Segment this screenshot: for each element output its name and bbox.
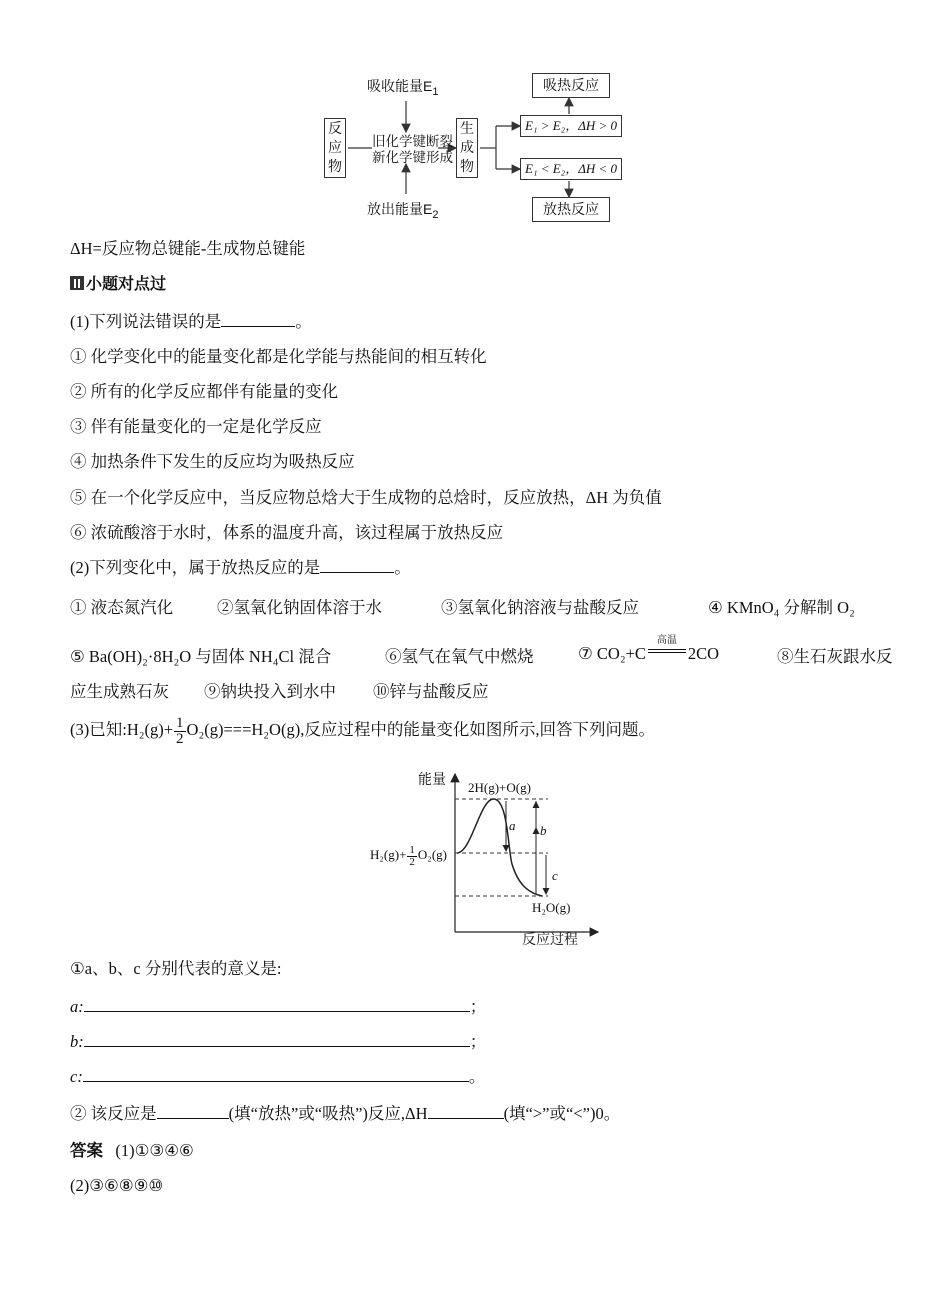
q2-option: ⑥氢气在氧气中燃烧 — [385, 647, 534, 666]
q1-option: ④ 加热条件下发生的反应均为吸热反应 — [70, 452, 355, 471]
q1-option: ⑤ 在一个化学反应中，当反应物总焓大于生成物的总焓时，反应放热，ΔH 为负值 — [70, 488, 662, 507]
answer-line-2: (2)③⑥⑧⑨⑩ — [70, 1176, 164, 1195]
section-title: 小题对点过 — [70, 274, 166, 296]
sub1-a-line: a: ； — [70, 997, 487, 1016]
endothermic-result-box: 吸热反应 — [532, 73, 610, 98]
endothermic-condition-box: E₁ > E₂，ΔH > 0 — [520, 115, 622, 137]
q1-answer-blank[interactable] — [221, 312, 295, 327]
q2-option: 应生成熟石灰 — [70, 682, 169, 701]
sub1-question: ①a、b、c 分别代表的意义是: — [70, 959, 282, 978]
exothermic-result-box: 放热反应 — [532, 197, 610, 222]
absorb-energy-label: 吸收能量$E_1$ — [367, 78, 439, 98]
chart-x-label: 反应过程 — [522, 931, 578, 947]
chart-product-label: H₂O(g) — [532, 900, 571, 915]
q2-answer-blank[interactable] — [320, 558, 394, 573]
bond-change-text: 旧化学键断裂 新化学键形成 — [372, 134, 453, 165]
answer-line-1: 答案 (1)①③④⑥ — [70, 1141, 194, 1160]
sub1-b-line: b: ； — [70, 1032, 487, 1051]
chart-top-label: 2H(g)+O(g) — [468, 780, 531, 795]
half-fraction: $\frac{1}{2}$ — [176, 714, 184, 747]
reaction-condition: 高温 — [646, 643, 688, 659]
answer-blank-c[interactable] — [83, 1067, 469, 1082]
q1-option: ① 化学变化中的能量变化都是化学能与热能间的相互转化 — [70, 347, 487, 366]
answer-blank-sign[interactable] — [428, 1104, 504, 1119]
section-marker-icon — [70, 276, 84, 290]
answer-blank-heat[interactable] — [157, 1104, 229, 1119]
product-box: 生成物 — [456, 118, 478, 178]
chart-label-c: c — [552, 868, 558, 883]
q2-option: ④ KMnO₄ 分解制 O₂ — [708, 598, 855, 617]
q1-option: ⑥ 浓硫酸溶于水时，体系的温度升高，该过程属于放热反应 — [70, 523, 504, 542]
q2-option: ⑧生石灰跟水反 — [777, 647, 893, 666]
reactant-box: 反应物 — [324, 118, 346, 178]
answer-blank-a[interactable] — [84, 997, 470, 1012]
q2-option: ②氢氧化钠固体溶于水 — [217, 598, 382, 617]
sub1-c-line: c: 。 — [70, 1067, 486, 1086]
answer-blank-b[interactable] — [84, 1032, 470, 1047]
q2-option: ⑩锌与盐酸反应 — [373, 682, 489, 701]
energy-curve — [457, 799, 542, 896]
chart-reactant-label: H₂(g)+ $\frac{1}{2}$ O₂(g) — [370, 843, 448, 868]
q1-option: ② 所有的化学反应都伴有能量的变化 — [70, 382, 339, 401]
release-energy-label: 放出能量$E_2$ — [367, 201, 439, 221]
chart-y-label: 能量 — [418, 771, 446, 787]
q2-option: ① 液态氮汽化 — [70, 598, 174, 617]
q1-option: ③ 伴有能量变化的一定是化学反应 — [70, 417, 322, 436]
sub2-question: ② 该反应是 (填“放热”或“吸热”)反应,ΔH (填“>”或“<”)0。 — [70, 1104, 621, 1123]
q2-option: ⑤ Ba(OH)₂·8H₂O 与固体 NH₄Cl 混合 — [70, 647, 332, 666]
q3-stem: (3)已知:H₂(g)+ $\frac{1}{2}$ O₂(g)===H₂O(g),反应过程中的能量变化如图所示,回答下列问题。 — [70, 714, 655, 747]
q2-option: ⑦ CO₂+C 高温 2CO — [578, 635, 720, 663]
q2-option: ⑨钠块投入到水中 — [204, 682, 336, 701]
exothermic-condition-box: E₁ < E₂，ΔH < 0 — [520, 158, 622, 180]
q1-stem: (1)下列说法错误的是 。 — [70, 312, 312, 331]
q2-stem: (2)下列变化中，属于放热反应的是 。 — [70, 558, 411, 577]
delta-h-formula: ΔH=反应物总键能-生成物总键能 — [70, 239, 306, 258]
chart-label-b: b — [540, 823, 547, 838]
chart-label-a: a — [509, 818, 516, 833]
q2-option: ③氢氧化钠溶液与盐酸反应 — [441, 598, 639, 617]
